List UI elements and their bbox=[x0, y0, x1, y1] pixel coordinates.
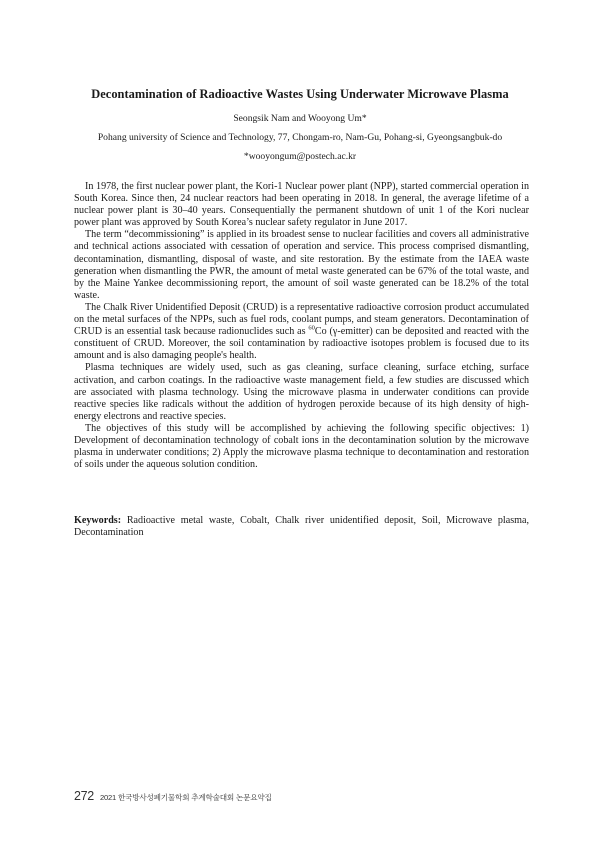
paragraph-5: The objectives of this study will be accomplished by achieving the following specific objectives: 1) Development of decontamination technology of cobalt ions in the decontamination solution by the microwave plasma in underwater conditions; 2) Apply the microwave plasma technique to decontamination and restoration of soils under the aqueous solution condition. bbox=[74, 422, 529, 471]
keywords-label: Keywords: bbox=[74, 515, 122, 526]
isotope-superscript: 60 bbox=[308, 324, 315, 332]
affiliation: Pohang university of Science and Technology, 77, Chongam-ro, Nam-Gu, Pohang-si, Gyeongsangbuk-do bbox=[97, 132, 503, 143]
page-footer bbox=[74, 787, 272, 805]
page-number: 272 bbox=[74, 789, 94, 803]
abstract-body bbox=[74, 181, 529, 471]
paragraph-3 bbox=[74, 302, 529, 362]
keywords-block bbox=[74, 515, 529, 539]
keywords-text: Radioactive metal waste, Cobalt, Chalk river unidentified deposit, Soil, Microwave plasma, Decontamination bbox=[74, 515, 529, 539]
corresponding-email: *wooyongum@postech.ac.kr bbox=[243, 151, 357, 162]
author-list: Seongsik Nam and Wooyong Um* bbox=[233, 113, 367, 124]
paragraph-3-text-b: Co (γ-emitter) can be deposited and reacted with the constituent of CRUD. Moreover, the soil contamination by radioactive isotopes problem is focused due to its amount and is also damaging people's health. bbox=[74, 326, 529, 362]
conference-name: 2021 한국방사성폐기물학회 추계학술대회 논문요약집 bbox=[99, 793, 272, 802]
paragraph-4: Plasma techniques are widely used, such as gas cleaning, surface cleaning, surface etching, surface activation, and carbon coatings. In the radioactive waste management field, a few studies are discussed which are associated with plasma technology. Using the microwave plasma in underwater conditions can provide reactive species like radicals without the addition of hydrogen peroxide because of its high density of high-energy electrons and reactive species. bbox=[74, 362, 529, 422]
paper-title: Decontamination of Radioactive Wastes Using Underwater Microwave Plasma bbox=[91, 87, 509, 101]
paragraph-3-text-a: The Chalk River Unidentified Deposit (CRUD) is a representative radioactive corrosion product accumulated on the metal surfaces of the NPPs, such as fuel rods, coolant pumps, and steam generators. Decontamination of CRUD is an essential task because radionuclides such as bbox=[74, 301, 529, 338]
paragraph-2: The term “decommissioning” is applied in its broadest sense to nuclear facilities and covers all administrative and technical actions associated with cessation of operation and service. This process comprised dismantling, decontamination, dismantling, disposal of waste, and site restoration. By the estimate from the IAEA waste generation when dismantling the PWR, the amount of metal waste generated can be 67% of the total waste, and by the Maine Yankee decommissioning report, the amount of soil waste generated can be 18.2% of the total waste. bbox=[74, 229, 529, 301]
paragraph-1: In 1978, the first nuclear power plant, the Kori-1 Nuclear power plant (NPP), started commercial operation in South Korea. Since then, 24 nuclear reactors had been operating in 2018. In general, the average lifetime of a nuclear power plant is 30–40 years. Consequentially the permanent shutdown of unit 1 of the Kori nuclear power plant was approved by South Korea’s nuclear safety regulator in June 2017. bbox=[74, 181, 529, 229]
